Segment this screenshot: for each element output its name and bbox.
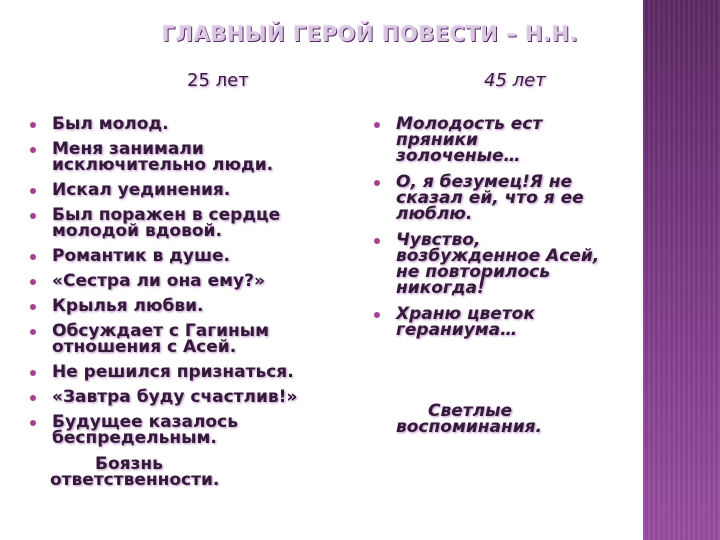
list-item-text: «Сестра ли она ему?» [52,271,265,291]
bullet-icon [30,147,36,153]
list-item-text: Искал уединения. [52,180,231,200]
list-item [372,232,602,296]
list-item [28,248,348,264]
list-item [372,306,602,338]
list-item-text: Молодость ест пряники золоченые… [396,114,543,166]
left-column-heading: 25 лет [187,70,249,91]
list-item-text: Храню цветок гераниума… [396,304,535,340]
list-item [372,174,602,222]
list-item-text: Романтик в душе. [52,246,231,266]
bullet-icon [374,180,380,186]
list-item [28,389,348,405]
bullet-icon [30,395,36,401]
list-item [28,207,348,239]
bullet-icon [30,420,36,426]
slide-title: ГЛАВНЫЙ ГЕРОЙ ПОВЕСТИ – Н.Н. [161,22,579,46]
list-item [28,116,348,132]
list-item-text: О, я безумец!Я не сказал ей, что я ее люблю. [396,172,584,224]
list-item [372,116,602,164]
list-item-text: Крылья любви. [52,296,204,316]
bullet-icon [374,238,380,244]
left-column-conclusion [50,456,350,488]
list-item-text: «Завтра буду счастлив!» [52,387,298,407]
list-item [28,364,348,380]
right-column-conclusion [396,403,616,435]
list-item [28,323,348,355]
list-item [28,298,348,314]
left-conclusion-line1: Боязнь [95,454,163,474]
list-item [28,182,348,198]
list-item-text: Был поражен в сердце молодой вдовой. [52,205,281,241]
bullet-icon [30,279,36,285]
list-item [28,273,348,289]
bullet-icon [30,188,36,194]
decorative-side-bar [643,0,720,540]
list-item-text: Меня занимали исключительно люди. [52,139,274,175]
bullet-icon [374,312,380,318]
list-item-text: Не решился признаться. [52,362,294,382]
list-item-text: Чувство, возбужденное Асей, не повторилось никогда! [396,230,600,298]
list-item [28,414,348,446]
right-column-heading: 45 лет [484,70,546,91]
right-conclusion-line1: Светлые [428,401,512,421]
right-conclusion-line2: воспоминания. [396,417,542,437]
bullet-icon [30,370,36,376]
right-bullet-list [372,116,602,348]
bullet-icon [30,329,36,335]
left-bullet-list [28,116,348,455]
bullet-icon [30,304,36,310]
bullet-icon [30,254,36,260]
left-conclusion-line2: ответственности. [50,470,220,490]
bullet-icon [30,213,36,219]
list-item-text: Был молод. [52,114,169,134]
list-item [28,141,348,173]
list-item-text: Будущее казалось беспредельным. [52,412,238,448]
list-item-text: Обсуждает с Гагиным отношения с Асей. [52,321,270,357]
bullet-icon [30,122,36,128]
bullet-icon [374,122,380,128]
